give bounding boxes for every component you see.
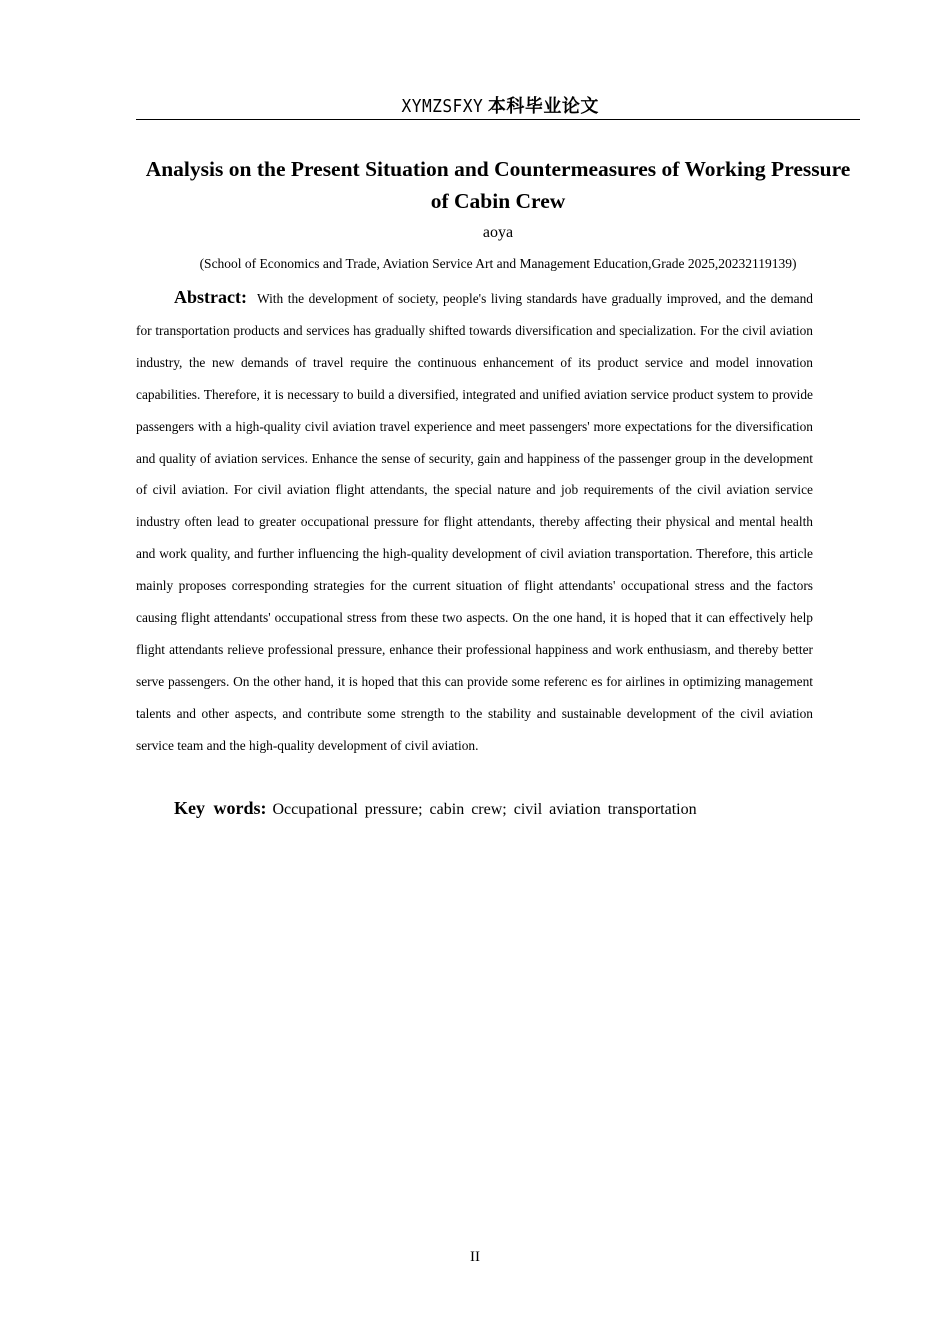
- page-number: II: [470, 1249, 480, 1265]
- keywords-line: [136, 793, 836, 825]
- abstract-text: With the development of society, people's living standards have gradually improved, and the demand for transportation products and services has gradually shifted towards diversification and specialization. For the civil aviation industry, the new demands of travel require the continuous enhancement of its product service and model innovation capabilities. Therefore, it is necessary to build a diversified, integrated and unified aviation service product system to provide passengers with a high-quality civil aviation travel experience and meet passengers' more expectations for the diversification and quality of aviation services. Enhance the sense of security, gain and happiness of the passenger group in the development of civil aviation. For civil aviation flight attendants, the special nature and job requirements of the civil aviation service industry often lead to greater occupational pressure for flight attendants, thereby affecting their physical and mental health and work quality, and further influencing the high-quality development of civil aviation transportation. Therefore, this article mainly proposes corresponding strategies for the current situation of flight attendants' occupational stress and the factors causing flight attendants' occupational stress from these two aspects. On the one hand, it is hoped that it can effectively help flight attendants relieve professional pressure, enhance their professional happiness and work enthusiasm, and thereby better serve passengers. On the other hand, it is hoped that this can provide some referenc es for airlines in optimizing management talents and other aspects, and contribute some strength to the stability and sustainable development of the civil aviation service team and the high-quality development of civil aviation.: [136, 291, 813, 753]
- header-thesis-label: 本科毕业论文: [487, 96, 599, 117]
- author-affiliation: (School of Economics and Trade, Aviation Service Art and Management Education,Grade 2025,20232119139): [199, 256, 797, 271]
- header-school-code: XYMZSFXY: [401, 96, 484, 117]
- paper-title: Analysis on the Present Situation and Countermeasures of Working Pressure of Cabin Crew: [145, 157, 851, 213]
- keywords-text: Occupational pressure; cabin crew; civil aviation transportation: [272, 801, 697, 818]
- running-header: [136, 94, 860, 120]
- abstract-label: Abstract:: [174, 287, 247, 307]
- author-name: aoya: [482, 224, 514, 241]
- keywords-label: Key words:: [174, 798, 267, 818]
- abstract-paragraph: [136, 282, 813, 762]
